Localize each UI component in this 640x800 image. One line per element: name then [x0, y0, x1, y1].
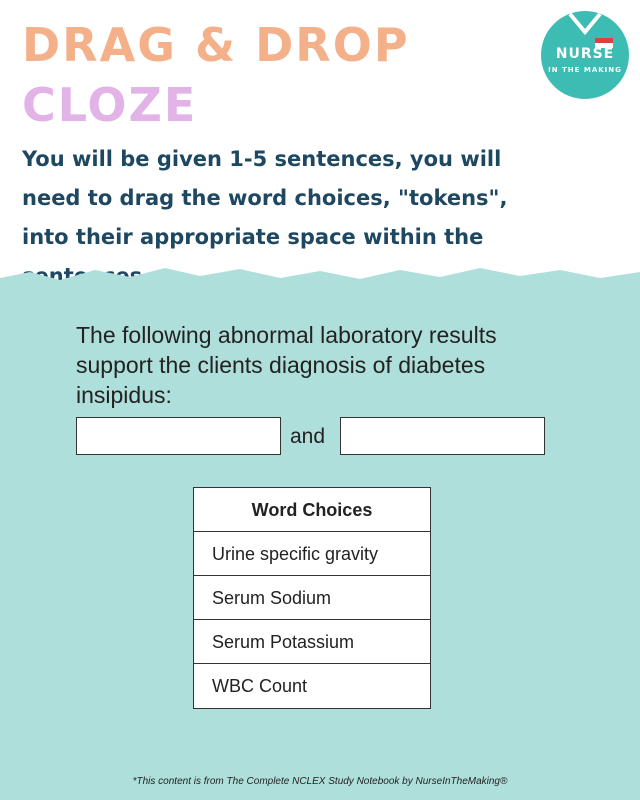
logo-line2: IN THE MAKING: [548, 66, 622, 74]
token-wbc-count[interactable]: WBC Count: [212, 676, 308, 696]
token-urine-specific-gravity[interactable]: Urine specific gravity: [194, 532, 430, 576]
word-choices-table: [193, 487, 431, 709]
title-cloze: CLOZE: [22, 78, 198, 132]
connector-and: and: [290, 425, 326, 448]
logo-line1: NURSE: [555, 46, 615, 62]
intro-text: You will be given 1-5 sentences, you will need to drag the word choices, "tokens", into their appropriate space within the: [22, 147, 508, 249]
question-text: The following abnormal laboratory results support the clients diagnosis of diabetes insipidus:: [76, 322, 497, 408]
brand-logo: [540, 10, 630, 100]
drop-zone-1[interactable]: [76, 417, 281, 455]
header-panel: [0, 0, 640, 300]
source-footnote: *This content is from The Complete NCLEX Study Notebook by NurseInTheMaking®: [132, 776, 508, 787]
title-drag-drop: DRAG & DROP: [22, 18, 410, 72]
token-serum-potassium[interactable]: Serum Potassium: [194, 620, 430, 664]
token-serum-sodium[interactable]: Serum Sodium: [194, 576, 430, 620]
word-choices-header: Word Choices: [194, 488, 430, 532]
drop-zone-2[interactable]: [340, 417, 545, 455]
